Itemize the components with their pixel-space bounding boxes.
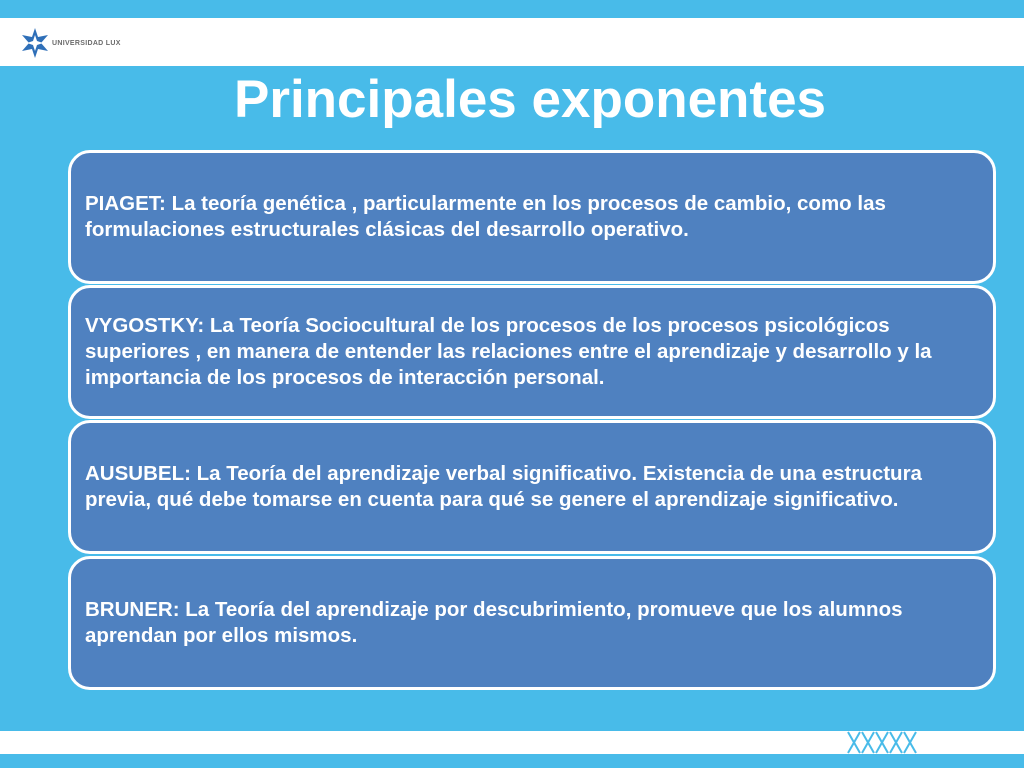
list-item-text: BRUNER: La Teoría del aprendizaje por descubrimiento, promueve que los alumnos aprendan por ellos mismos. <box>85 598 903 647</box>
university-logo <box>22 28 121 58</box>
list-item-text: VYGOSTKY: La Teoría Sociocultural de los procesos de los procesos psicológicos superiores , en manera de entender las relaciones entre el aprendizaje y desarrollo y la importancia de los procesos de interacción personal. <box>85 314 932 389</box>
header-band <box>0 18 1024 66</box>
top-strip <box>0 0 1024 18</box>
list-item-text: PIAGET: La teoría genética , particularmente en los procesos de cambio, como las formulaciones estructurales clásicas del desarrollo operativo. <box>85 192 886 241</box>
bottom-strip <box>0 754 1024 768</box>
page-title: Principales exponentes <box>233 70 827 129</box>
list-item-piaget <box>68 150 996 284</box>
decorative-x-pattern-icon <box>846 729 918 756</box>
logo-text: UNIVERSIDAD LUX <box>52 39 121 47</box>
list-item-vygotsky <box>68 285 996 419</box>
university-star-logo-icon <box>22 28 48 58</box>
list-item-ausubel <box>68 420 996 554</box>
list-item-bruner <box>68 556 996 690</box>
list-item-text: AUSUBEL: La Teoría del aprendizaje verbal significativo. Existencia de una estructura previa, qué debe tomarse en cuenta para qué se genere el aprendizaje significativo. <box>85 462 922 511</box>
